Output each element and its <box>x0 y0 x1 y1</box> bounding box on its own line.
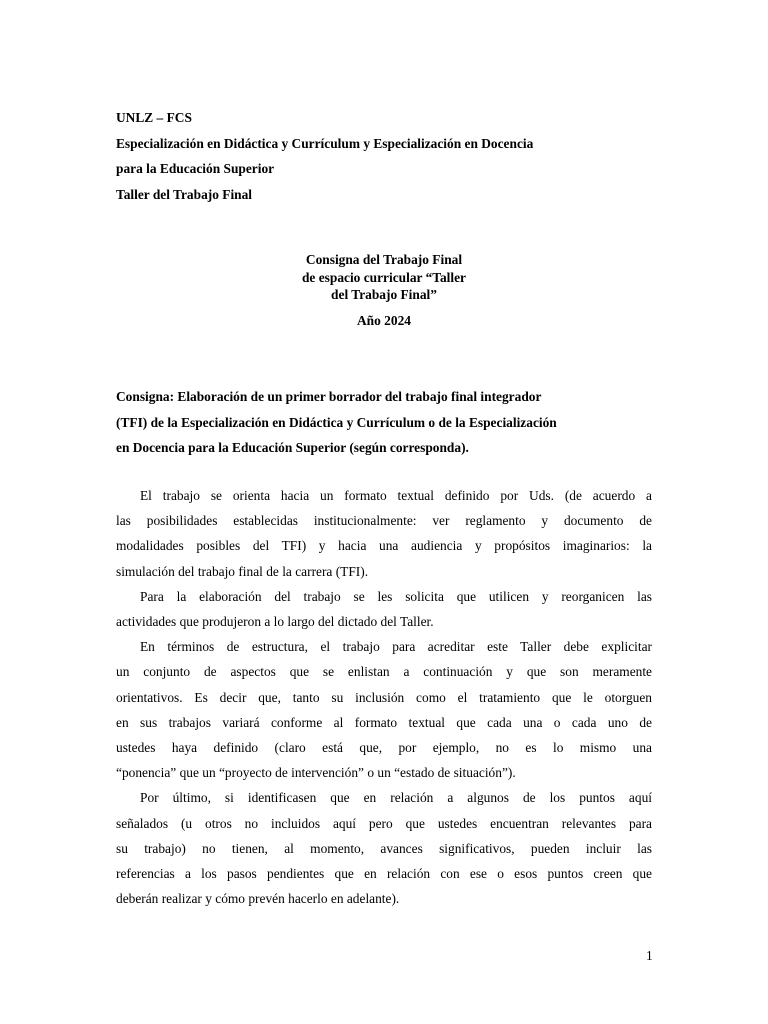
paragraph-line: El trabajo se orienta hacia un formato textual definido por Uds. (de acuerdo a <box>140 488 652 503</box>
paragraph-line: ustedes haya definido (claro está que, por ejemplo, no es lo mismo una <box>116 740 652 756</box>
paragraph-line: modalidades posibles del TFI) y hacia una audiencia y propósitos imaginarios: la <box>116 538 652 554</box>
program-line-continued: para la Educación Superior <box>116 161 275 176</box>
paragraph-line: su trabajo) no tienen, al momento, avances significativos, pueden incluir las <box>116 840 652 856</box>
paragraph-line: señalados (u otros no incluidos aquí pero que ustedes encuentran relevantes para <box>116 815 652 831</box>
paragraph-4 <box>116 785 652 911</box>
paragraph-line: En términos de estructura, el trabajo para acreditar este Taller debe explicitar <box>140 639 652 655</box>
institution-line: UNLZ – FCS <box>116 110 192 125</box>
paragraph-line: en sus trabajos variará conforme al formato textual que cada una o cada uno de <box>116 714 652 730</box>
consigna-line-1: Consigna: Elaboración de un primer borrador del trabajo final integrador <box>116 389 542 404</box>
document-header <box>116 105 656 207</box>
title-line-1: Consigna del Trabajo Final <box>305 252 463 267</box>
paragraph-line: referencias a los pasos pendientes que en relación con ese o esos puntos creen que <box>116 866 652 882</box>
paragraph-line: las posibilidades establecidas institucionalmente: ver reglamento y documento de <box>116 513 652 529</box>
body-text <box>116 483 652 911</box>
paragraph-line: simulación del trabajo final de la carrera (TFI). <box>116 563 369 579</box>
title-line-3: del Trabajo Final” <box>331 287 437 302</box>
paragraph-line: orientativos. Es decir que, tanto su inclusión como el tratamiento que le otorguen <box>116 689 652 705</box>
consigna-heading <box>116 384 652 461</box>
page-number: 1 <box>646 948 653 963</box>
consigna-line-3: en Docencia para la Educación Superior (según corresponda). <box>116 440 469 455</box>
paragraph-line: Por último, si identificasen que en relación a algunos de los puntos aquí <box>140 790 652 806</box>
paragraph-3 <box>116 634 652 785</box>
paragraph-line: un conjunto de aspectos que se enlistan a continuación y que son meramente <box>116 664 652 680</box>
title-line-2: de espacio curricular “Taller <box>301 269 466 285</box>
paragraph-2 <box>116 584 652 634</box>
paragraph-line: deberán realizar y cómo prevén hacerlo en adelante). <box>116 891 400 907</box>
paragraph-line: Para la elaboración del trabajo se les solicita que utilicen y reorganicen las <box>140 588 652 604</box>
title-year: Año 2024 <box>357 312 411 328</box>
workshop-line: Taller del Trabajo Final <box>116 186 253 202</box>
consigna-line-2: (TFI) de la Especialización en Didáctica y Currículum o de la Especialización <box>116 414 557 430</box>
paragraph-line: “ponencia” que un “proyecto de intervención” o un “estado de situación”). <box>116 765 516 781</box>
document-title <box>234 251 534 329</box>
paragraph-1 <box>116 483 652 584</box>
paragraph-line: actividades que produjeron a lo largo del dictado del Taller. <box>116 614 434 630</box>
program-line: Especialización en Didáctica y Currículum y Especialización en Docencia <box>116 135 534 151</box>
